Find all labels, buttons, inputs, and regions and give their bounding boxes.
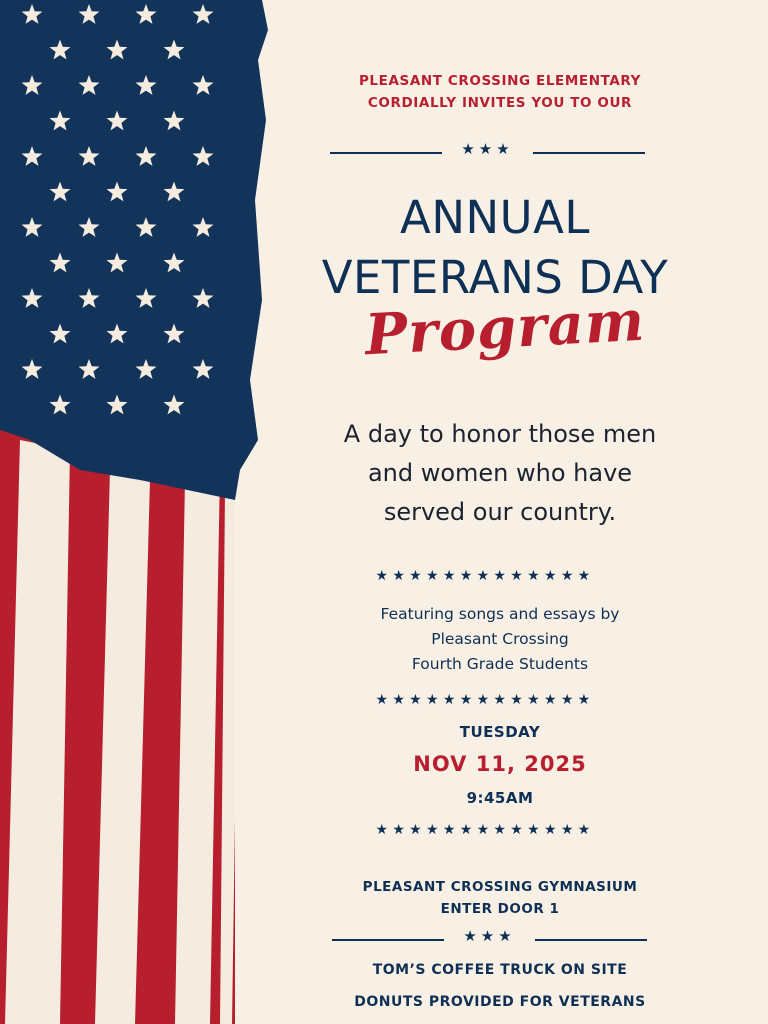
title-script: Program <box>363 287 647 369</box>
invitation-line-1: PLEASANT CROSSING ELEMENTARY <box>358 73 642 89</box>
bottom-divider <box>332 927 647 950</box>
location-line-1: PLEASANT CROSSING GYMNASIUM <box>362 879 638 895</box>
title-line-1: ANNUAL <box>400 191 590 244</box>
event-day: TUESDAY <box>459 723 541 741</box>
star-row-3: ★★★★★★★★★★★★★ <box>375 822 595 838</box>
tagline <box>290 415 710 532</box>
event-location <box>290 876 710 920</box>
extras-line-1: TOM’S COFFEE TRUCK ON SITE <box>372 962 628 978</box>
top-divider <box>330 140 645 163</box>
divider-stars: ★★★ <box>461 140 514 158</box>
tagline-line-1: A day to honor those men <box>343 420 657 448</box>
featuring-line-3: Fourth Grade Students <box>411 655 589 673</box>
star-row-2: ★★★★★★★★★★★★★ <box>375 692 595 708</box>
featuring-line-2: Pleasant Crossing <box>431 630 569 648</box>
tagline-line-3: served our country. <box>383 498 617 526</box>
invitation-line-2: CORDIALLY INVITES YOU TO OUR <box>367 95 633 111</box>
divider-stars: ★★★ <box>463 927 516 945</box>
location-line-2: ENTER DOOR 1 <box>440 901 560 917</box>
event-date: NOV 11, 2025 <box>413 752 587 776</box>
event-extras <box>290 954 710 1018</box>
star-row-1: ★★★★★★★★★★★★★ <box>375 568 595 584</box>
tagline-line-2: and women who have <box>367 459 633 487</box>
invitation-text <box>290 70 710 114</box>
event-time: 9:45AM <box>466 789 534 807</box>
title-line-2: VETERANS DAY <box>321 251 669 304</box>
american-flag-icon <box>0 0 270 1024</box>
featuring-text <box>290 602 710 677</box>
featuring-line-1: Featuring songs and essays by <box>380 605 620 623</box>
extras-line-2: DONUTS PROVIDED FOR VETERANS <box>354 994 646 1010</box>
